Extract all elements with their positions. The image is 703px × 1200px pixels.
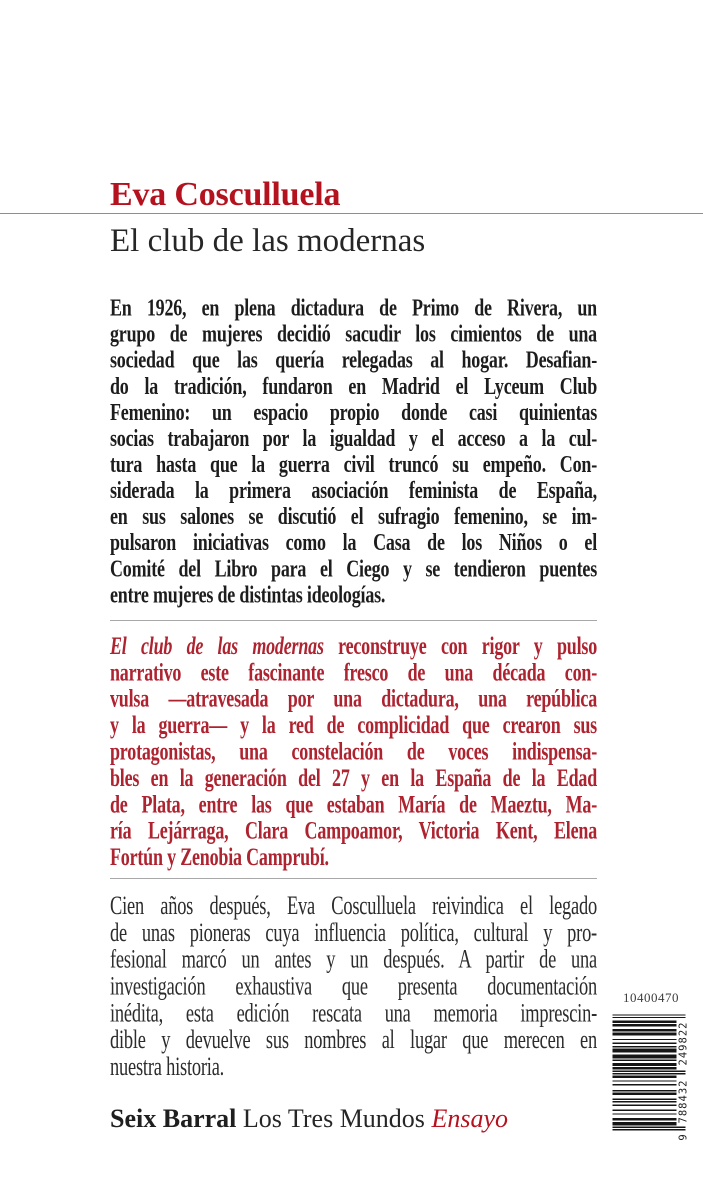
book-title: El club de las modernas [110,223,426,259]
text-line: Comité del Libro para el Ciego y se tendieron puentes [110,554,597,582]
text-line: sociedad que las quería relegadas al hogar. Desafian- [110,345,597,374]
text-line: dible y devuelve sus nombres al lugar que merecen en [110,1025,597,1054]
text-line: pulsaron iniciativas como la Casa de los Niños o el [110,528,597,556]
text-line: Cien años después, Eva Cosculluela reivindica el legado [110,891,597,920]
text-line: do la tradición, fundaron en Madrid el Lyceum Club [110,371,597,400]
publisher-name: Seix Barral [110,1104,237,1133]
synopsis-highlight-paragraph [110,633,597,871]
text-line: inédita, esta edición rescata una memoria imprescin- [110,998,597,1027]
text-line: ría Lejárraga, Clara Campoamor, Victoria Kent, Elena [110,816,597,845]
text-line: en sus salones se discutió el sufragio femenino, se im- [110,502,597,530]
isbn-first-digit: 9 [677,1134,690,1141]
synopsis-intro-paragraph [110,295,597,608]
text-line: tura hasta que la guerra civil truncó su empeño. Con- [110,450,597,478]
header-divider [0,213,703,214]
genre-label: Ensayo [431,1104,508,1133]
text-line: fesional marcó un antes y un después. A partir de una [110,945,597,974]
text-line: bles en la generación del 27 y en la España de la Edad [110,763,597,792]
text-line: Fortún y Zenobia Camprubí. [110,842,329,871]
barcode-bars-container [613,1015,677,1131]
text-line: siderada la primera asociación feminista de España, [110,476,597,504]
text-line [110,633,597,659]
text-line: En 1926, en plena dictadura de Primo de Rivera, un [110,293,597,322]
text-line: narrativo este fascinante fresco de una década con- [110,658,597,686]
section-divider-1 [110,620,597,621]
text-line: nuestra historia. [110,1052,225,1081]
highlight-lead-rest: reconstruye con rigor y pulso [323,631,597,660]
text-line: investigación exhaustiva que presenta documentación [110,971,597,1001]
text-line: Femenino: un espacio propio donde casi quinientas [110,397,597,426]
product-code: 10400470 [623,990,679,1005]
text-line: y la guerra— y la red de complicidad que crearon sus [110,710,597,739]
text-line: vulsa —atravesada por una dictadura, una república [110,684,597,713]
text-line: grupo de mujeres decidió sacudir los cimientos de una [110,319,597,348]
author-name: Eva Cosculluela [110,176,341,213]
isbn-group-2: 249822 [677,1021,690,1066]
isbn-digits [678,1015,690,1145]
section-divider-2 [110,878,597,879]
text-line: socias trabajaron por la igualdad y el acceso a la cul- [110,423,597,452]
book-title-italic: El club de las modernas [110,631,324,660]
barcode-block [613,1015,690,1145]
barcode-bars [613,1015,677,1131]
text-line: de unas pioneras cuya influencia política, cultural y pro- [110,918,597,947]
synopsis-closing-paragraph [110,893,597,1081]
text-line: protagonistas, una constelación de voces indispensa- [110,737,597,766]
collection-name: Los Tres Mundos [242,1104,425,1133]
text-line: de Plata, entre las que estaban María de Maeztu, Ma- [110,790,597,818]
text-line: entre mujeres de distintas ideologías. [110,580,386,608]
imprint-line [110,1103,597,1135]
isbn-group-1: 788432 [677,1079,690,1124]
